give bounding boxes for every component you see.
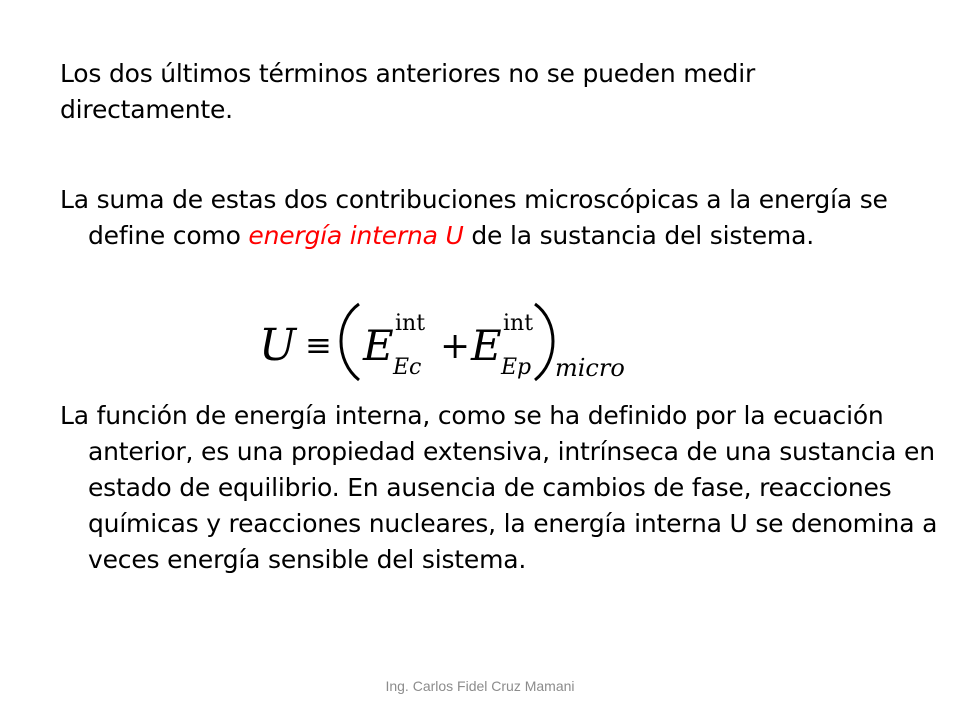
internal-energy-term: energía interna U [248,221,464,250]
internal-energy-equation [255,296,635,386]
term2-subscript: Ep [501,355,532,380]
term2-base: E [471,321,502,370]
left-parenthesis [341,304,359,380]
term1-base: E [363,321,394,370]
term2-superscript: int [503,311,534,336]
paragraph-2-text-end: de la sustancia del sistema. [463,221,814,250]
equation-outer-subscript: micro [555,354,625,382]
right-parenthesis [535,304,553,380]
paragraph-3: La función de energía interna, como se ha definido por la ecuación anterior, es una propiedad extensiva, intrínseca de una sustancia en estado de equilibrio. En ausencia de cambios de fase, reacciones químicas y reacciones nucleares, la energía interna U se denomina a veces energía sensible del sistema. [60,401,938,574]
equation-lhs: U [259,320,297,371]
term1-subscript: Ec [393,355,422,380]
equation-operator: ≡ [305,326,332,364]
paragraph-1: Los dos últimos términos anteriores no se pueden medir directamente. [60,59,756,124]
slide-footer-author: Ing. Carlos Fidel Cruz Mamani [385,678,575,694]
term1-superscript: int [395,311,426,336]
paragraph-2-text-start: La suma de estas dos contribuciones microscópicas a la energía se define como [60,185,888,250]
equation-plus: + [440,326,471,367]
paragraph-2 [60,182,938,254]
equation-svg [255,296,635,386]
